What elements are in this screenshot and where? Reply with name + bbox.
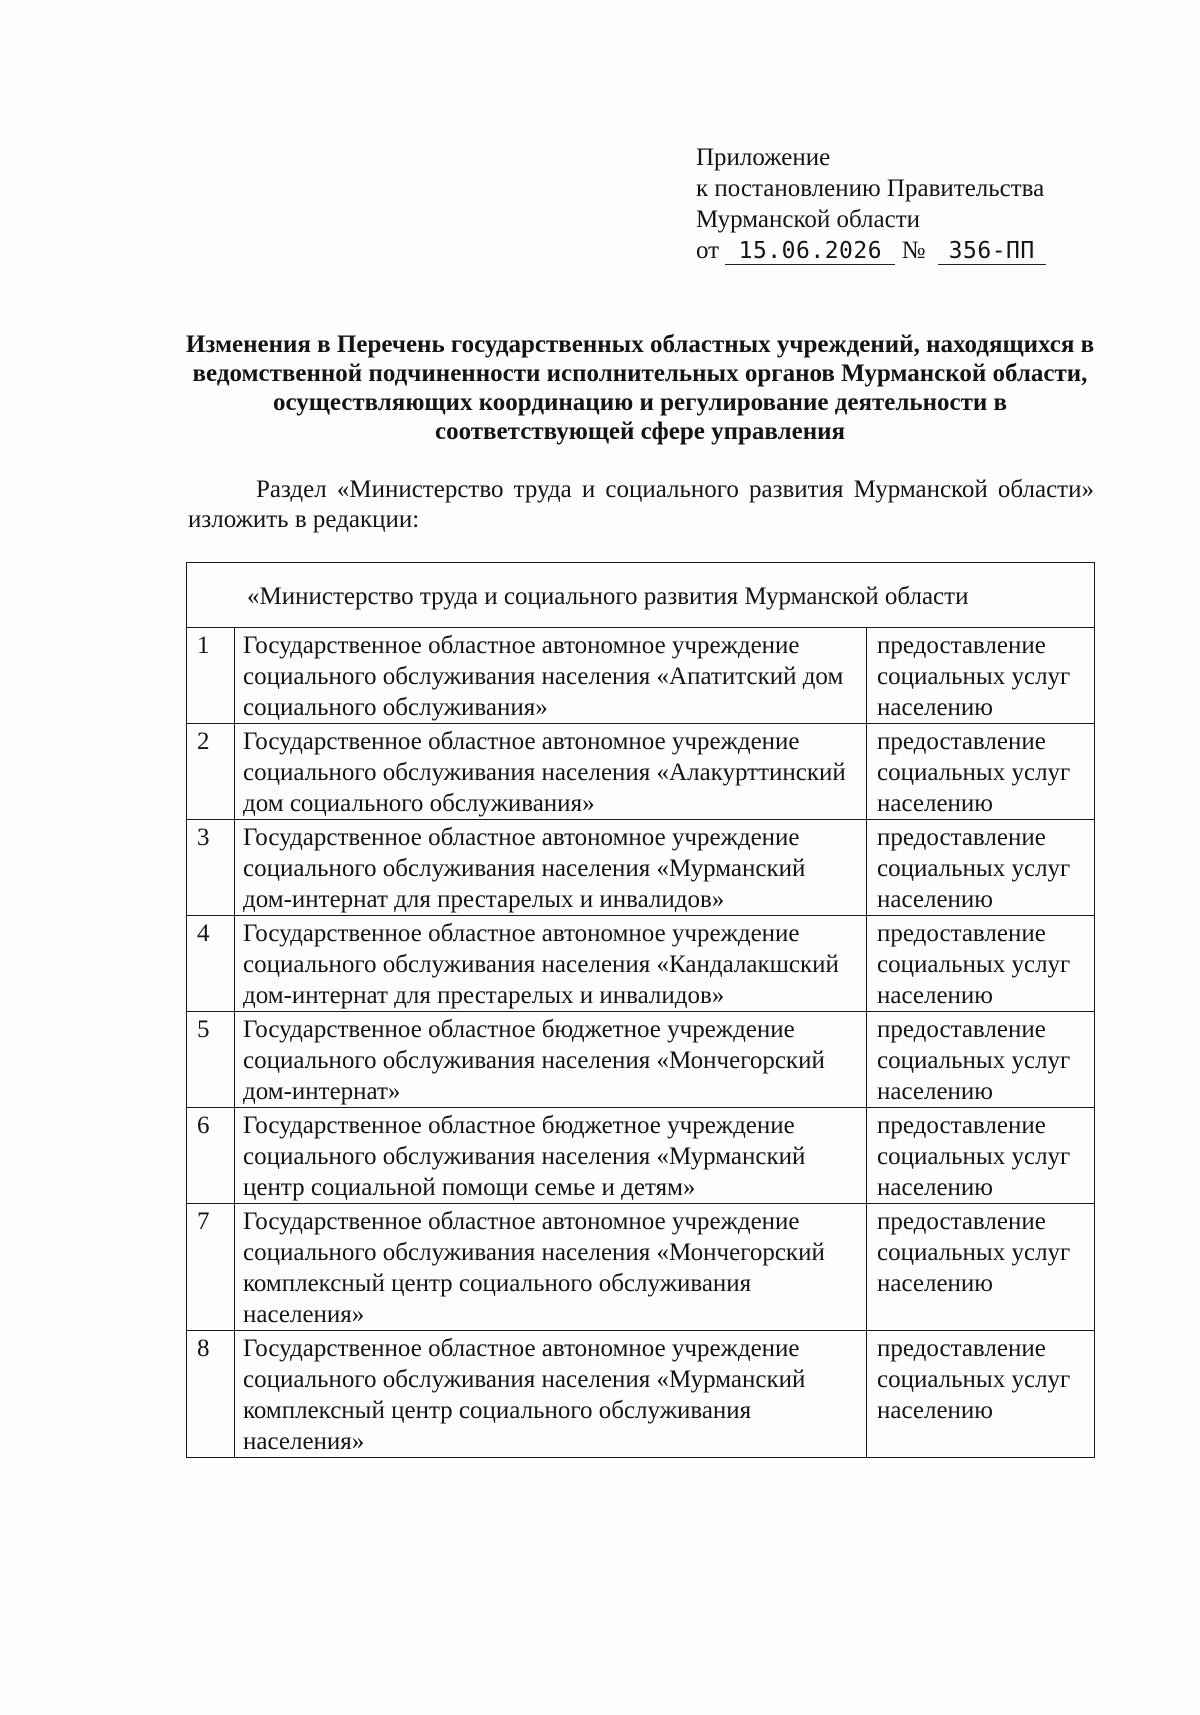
activity-type: предоставление социальных услуг населению — [867, 1108, 1095, 1204]
annex-line: к постановлению Правительства — [696, 175, 1045, 202]
annex-line: Мурманской области — [696, 206, 921, 233]
activity-type: предоставление социальных услуг населению — [867, 820, 1095, 916]
document-title: Изменения в Перечень государственных областных учреждений, находящихся в ведомственной подчиненности исполнительных органов Мурманской области, осуществляющих координацию и регулирование деятельности в соответствующей сфере управления — [185, 331, 1095, 445]
row-number: 8 — [187, 1331, 235, 1458]
institutions-table-grid — [186, 562, 1095, 1458]
row-number: 2 — [187, 724, 235, 820]
resolution-number: 356-ПП — [938, 238, 1046, 265]
intro-paragraph: Раздел «Министерство труда и социального развития Мурманской области» изложить в редакции: — [188, 476, 1094, 533]
activity-type: предоставление социальных услуг населению — [867, 724, 1095, 820]
institution-name: Государственное областное автономное учреждение социального обслуживания населения «Мурманский дом-интернат для престарелых и инвалидов» — [235, 820, 867, 916]
table-header-row — [187, 563, 1095, 628]
resolution-date: 15.06.2026 — [725, 238, 895, 265]
table-row — [187, 724, 1095, 820]
table-row — [187, 1012, 1095, 1108]
institution-name: Государственное областное бюджетное учреждение социального обслуживания населения «Мончегорский дом-интернат» — [235, 1012, 867, 1108]
number-prefix: № — [901, 237, 926, 264]
row-number: 7 — [187, 1204, 235, 1331]
table-row — [187, 916, 1095, 1012]
row-number: 4 — [187, 916, 235, 1012]
table-row — [187, 820, 1095, 916]
institutions-table — [186, 562, 1094, 1458]
institution-name: Государственное областное автономное учреждение социального обслуживания населения «Апатитский дом социального обслуживания» — [235, 628, 867, 724]
activity-type: предоставление социальных услуг населению — [867, 916, 1095, 1012]
activity-type: предоставление социальных услуг населению — [867, 1204, 1095, 1331]
table-header: «Министерство труда и социального развития Мурманской области — [187, 563, 1095, 628]
institution-name: Государственное областное автономное учреждение социального обслуживания населения «Мончегорский комплексный центр социального обслуживания населения» — [235, 1204, 867, 1331]
institution-name: Государственное областное бюджетное учреждение социального обслуживания населения «Мурманский центр социальной помощи семье и детям» — [235, 1108, 867, 1204]
annex-reference — [696, 235, 1046, 266]
table-row — [187, 1331, 1095, 1458]
table-row — [187, 1108, 1095, 1204]
table-row — [187, 1204, 1095, 1331]
annex-block — [696, 142, 1046, 266]
institution-name: Государственное областное автономное учреждение социального обслуживания населения «Алакурттинский дом социального обслуживания» — [235, 724, 867, 820]
row-number: 1 — [187, 628, 235, 724]
activity-type: предоставление социальных услуг населению — [867, 628, 1095, 724]
annex-line: Приложение — [696, 144, 831, 171]
institution-name: Государственное областное автономное учреждение социального обслуживания населения «Кандалакшский дом-интернат для престарелых и инвалидов» — [235, 916, 867, 1012]
activity-type: предоставление социальных услуг населению — [867, 1331, 1095, 1458]
row-number: 6 — [187, 1108, 235, 1204]
date-prefix: от — [696, 237, 720, 264]
row-number: 5 — [187, 1012, 235, 1108]
activity-type: предоставление социальных услуг населению — [867, 1012, 1095, 1108]
table-row — [187, 628, 1095, 724]
institution-name: Государственное областное автономное учреждение социального обслуживания населения «Мурманский комплексный центр социального обслуживания населения» — [235, 1331, 867, 1458]
row-number: 3 — [187, 820, 235, 916]
